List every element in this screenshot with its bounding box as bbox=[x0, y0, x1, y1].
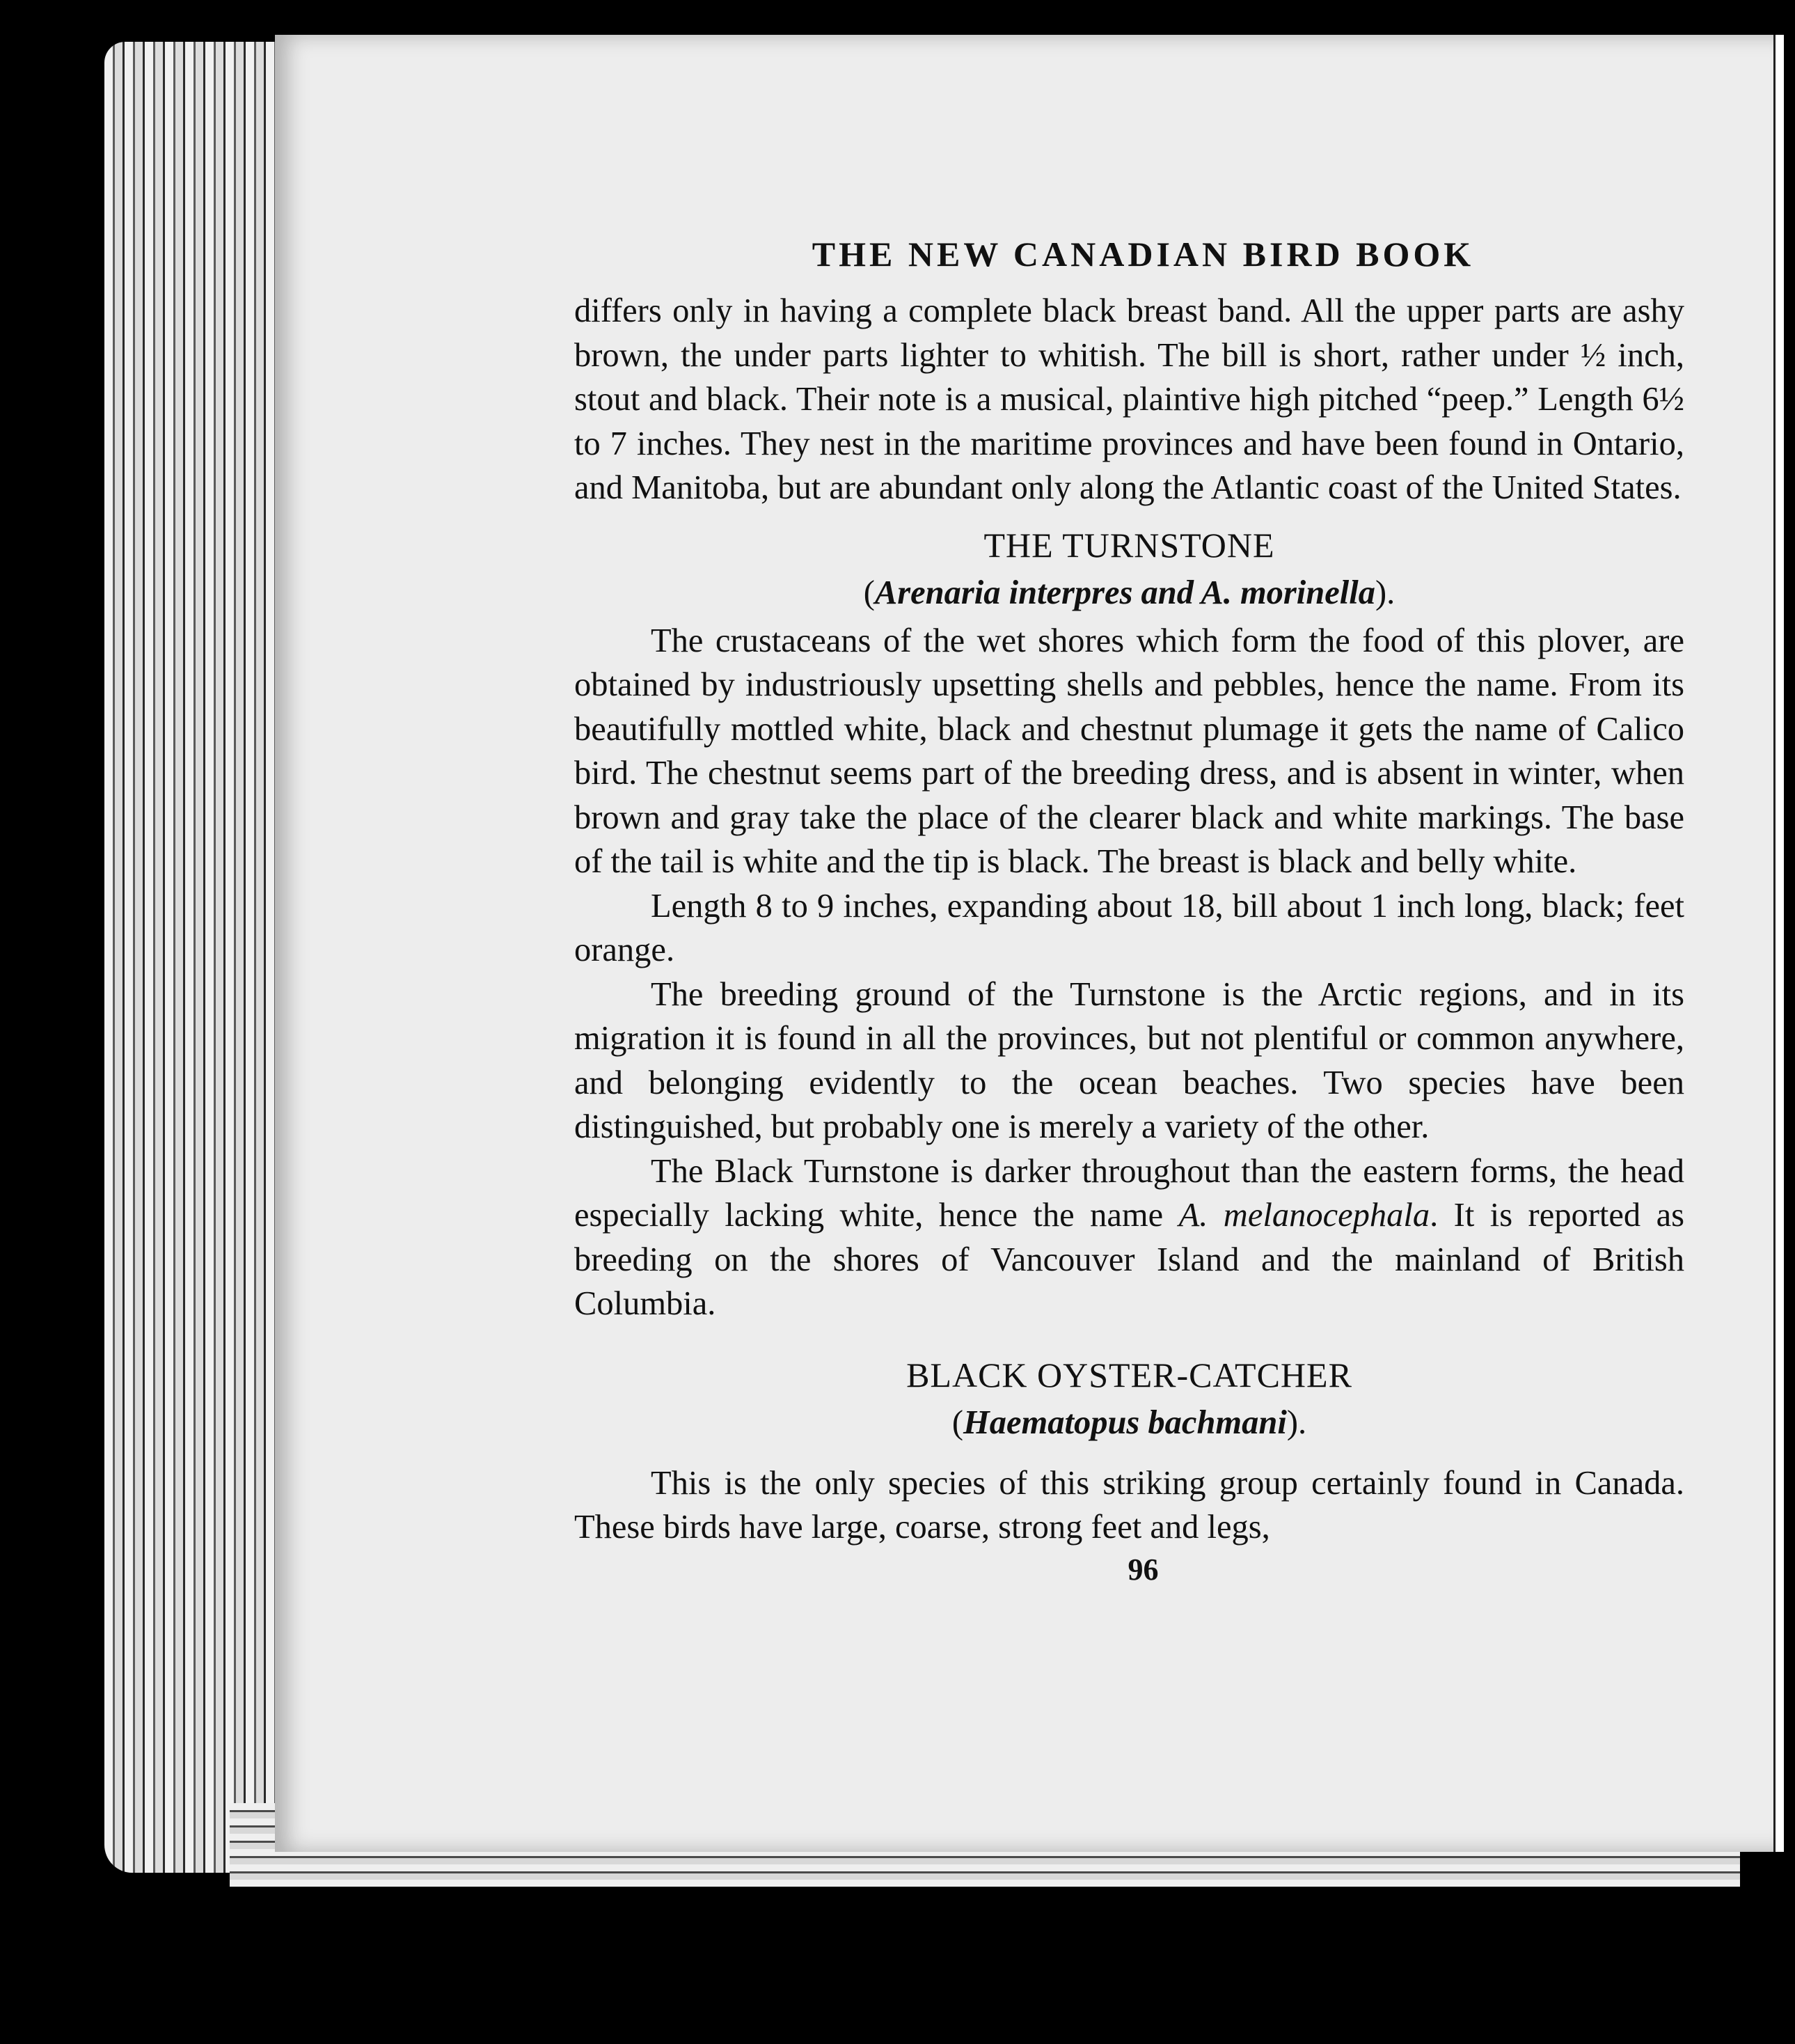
latin-name-oyster-catcher-italic: Haematopus bachmani bbox=[963, 1404, 1287, 1441]
black-turnstone-latin: A. melanocephala bbox=[1178, 1197, 1430, 1234]
intro-paragraph: differs only in having a complete black breast band. All the upper parts are ashy brown, the under parts lighter to whitish. The bill is short, rather under ½ inch, stout and black. Their note is a musical, plaintive high pitched “peep.” Length 6½ to 7 inches. They nest in the maritime provinces and have been found in Ontario, and Manitoba, but are abundant only along the Atlantic coast of the United States. bbox=[574, 292, 1684, 506]
turnstone-paragraph-3: The breeding ground of the Turnstone is the Arctic regions, and in its migration it is found in all the provinces, but not plentiful or common anywhere, and belonging evidently to the ocean beaches. Two species have been distinguished, but probably one is merely a variety of the other. bbox=[574, 975, 1684, 1145]
running-head: THE NEW CANADIAN BIRD BOOK bbox=[812, 235, 1475, 274]
page-edges-left bbox=[104, 42, 285, 1873]
section-heading-oyster-catcher: BLACK OYSTER-CATCHER bbox=[906, 1355, 1352, 1394]
black-turnstone-paragraph: The Black Turnstone is darker throughout than the eastern forms, the head especially lacking white, hence the name A. melanocephala. It is reported as breeding on the shores of Vancouver Island and the mainland of British Columbia. bbox=[574, 1152, 1684, 1322]
latin-name-turnstone: (Arenaria interpres and A. morinella). bbox=[863, 574, 1395, 611]
section-heading-turnstone: THE TURNSTONE bbox=[983, 525, 1275, 565]
turnstone-paragraph-2: Length 8 to 9 inches, expanding about 18, bill about 1 inch long, black; feet orange. bbox=[574, 887, 1684, 968]
latin-name-turnstone-italic: Arenaria interpres and A. morinella bbox=[874, 574, 1375, 611]
latin-name-oyster-catcher: (Haematopus bachmani). bbox=[951, 1404, 1307, 1441]
turnstone-paragraph-1: The crustaceans of the wet shores which form the food of this plover, are obtained by industriously upsetting shells and pebbles, hence the name. From its beautifully mottled white, black and chestnut plumage it gets the name of Calico bird. The chestnut seems part of the breeding dress, and is absent in winter, when brown and gray take the place of the clearer black and white markings. The base of the tail is white and the tip is black. The breast is black and belly white. bbox=[574, 622, 1684, 880]
text-block bbox=[574, 233, 1684, 1589]
page-right-edge bbox=[1773, 35, 1784, 1852]
oyster-catcher-paragraph: This is the only species of this striking group certainly found in Canada. These birds have large, coarse, strong feet and legs, bbox=[574, 1464, 1684, 1546]
page-number: 96 bbox=[1128, 1552, 1159, 1587]
